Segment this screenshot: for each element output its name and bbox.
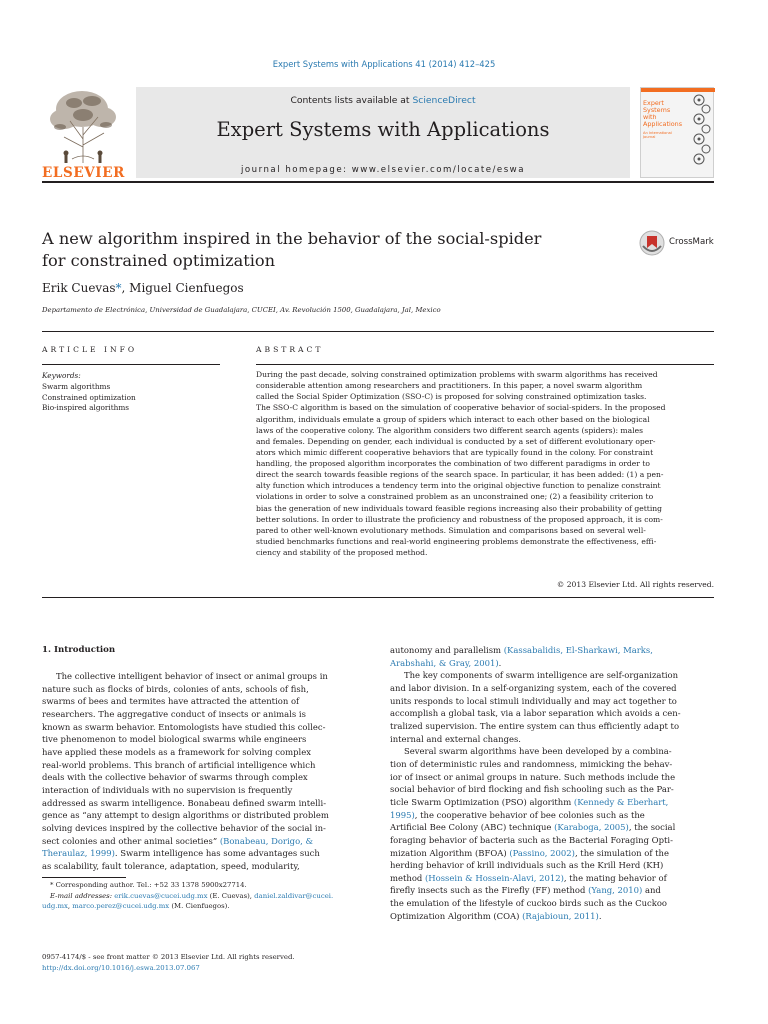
abstract-line: The SSO-C algorithm is based on the simulation of cooperative behavior of social-spiders. In the proposed (256, 403, 666, 413)
abstract-body (256, 369, 714, 558)
cover-subtitle (643, 131, 689, 139)
body-text: sect colonies and other animal societies” (42, 835, 220, 846)
body-line: interaction of individuals with no supervision is frequently (42, 784, 293, 795)
footer-identifiers (42, 952, 402, 973)
article-info-rule (42, 364, 220, 365)
body-line (390, 796, 714, 809)
abstract-line: better solutions. In order to illustrate the proficiency and robustness of the proposed approach, it is com- (256, 514, 663, 524)
body-text: autonomy and parallelism (390, 645, 504, 655)
body-text: , the simulation of the (574, 847, 669, 858)
body-line: as scalability, fault tolerance, adaptation, speed, modularity, (42, 860, 300, 871)
email-label: E-mail addresses: (50, 891, 115, 900)
body-line (390, 657, 714, 670)
body-text: . (498, 657, 502, 668)
body-text: , the social (628, 822, 676, 833)
body-text: ticle Swarm Optimization (PSO) algorithm (390, 796, 574, 807)
citation-link[interactable]: (Bonabeau, Dorigo, & (219, 835, 314, 846)
email-link[interactable]: erik.cuevas@cucei.udg.mx (114, 891, 208, 900)
elsevier-wordmark: ELSEVIER (42, 165, 125, 181)
footnotes (42, 880, 372, 912)
elsevier-logo (42, 87, 124, 179)
email-link[interactable]: daniel.zaldivar@cucei. (254, 891, 334, 900)
body-line (390, 847, 714, 860)
author-separator: , (121, 281, 130, 295)
email-owner: (E. Cuevas), (207, 891, 255, 900)
body-line: tralized supervision. The entire system can thus efficiently adapt to (390, 720, 680, 731)
elsevier-tree-icon (42, 87, 124, 165)
cover-gear-icons (691, 92, 713, 174)
journal-title: Expert Systems with Applications (216, 118, 550, 141)
author-affiliation: Departamento de Electrónica, Universidad de Guadalajara, CUCEI, Av. Revolución 1500, Guadalajara, Jal, Mexico (42, 306, 441, 314)
body-line (390, 872, 714, 885)
email-addresses-line (42, 901, 372, 912)
keyword: Constrained optimization (42, 392, 136, 402)
body-line: accomplish a global task, via a labor separation which avoids a cen- (390, 708, 681, 719)
abstract-line: algorithm, individuals emulate a group of spiders which interact to each other based on the biological (256, 414, 650, 424)
citation-link[interactable]: (Rajabioun, 2011) (522, 910, 599, 921)
body-line: internal and external changes. (390, 733, 521, 744)
body-line: the emulation of the lifestyle of cuckoo birds such as the Cuckoo (390, 898, 668, 909)
body-line: ior of insect or animal groups in nature. Such methods include the (390, 771, 676, 782)
crossmark-badge[interactable] (639, 230, 719, 258)
paper-title (42, 228, 602, 272)
body-line (390, 821, 714, 834)
author-list (42, 281, 244, 295)
cover-title-line: Applications (643, 120, 683, 128)
email-link[interactable]: marco.perez@cucei.udg.mx (72, 902, 170, 911)
body-line: units responds to local stimuli individually and may act together to (390, 695, 677, 706)
body-line: tion of deterministic rules and randomness, mimicking the behav- (390, 758, 673, 769)
body-line (42, 847, 366, 860)
abstract-line: violations in order to solve a constrained problem as an unconstrained one; (2) a feasibility criterion to (256, 492, 654, 502)
body-text: , the cooperative behavior of bee colonies such as the (414, 809, 645, 820)
doi-link[interactable]: http://dx.doi.org/10.1016/j.eswa.2013.07.067 (42, 963, 200, 972)
contents-line (136, 95, 630, 106)
body-line (390, 809, 714, 822)
citation-link[interactable]: Theraulaz, 1999) (42, 848, 115, 859)
issn-line: 0957-4174/$ - see front matter © 2013 Elsevier Ltd. All rights reserved. (42, 953, 295, 961)
body-text: method (390, 872, 425, 883)
abstract-bottom-rule (42, 597, 714, 598)
cover-title-line: Systems (643, 106, 671, 114)
abstract-line: considerable attention among researchers and practitioners. In this paper, a novel swarm algorithm (256, 381, 643, 391)
article-info-heading: ARTICLE INFO (42, 345, 138, 354)
cover-title (643, 100, 689, 128)
author-name: Miguel Cienfuegos (129, 281, 244, 295)
sciencedirect-link[interactable]: ScienceDirect (412, 95, 476, 106)
citation-link[interactable]: Arabshahi, & Gray, 2001) (390, 657, 499, 668)
citation-link[interactable]: (Karaboga, 2005) (554, 822, 629, 833)
body-line (390, 644, 714, 657)
author-name: Erik Cuevas (42, 281, 116, 295)
introduction-heading: 1. Introduction (42, 645, 116, 655)
citation-link[interactable]: (Yang, 2010) (588, 885, 643, 896)
body-text: firefly insects such as the Firefly (FF) method (390, 885, 589, 896)
abstract-heading: ABSTRACT (256, 345, 324, 354)
body-line (390, 884, 714, 897)
abstract-line: alty function which introduces a tendency term into the original objective function to penalize constraint (256, 481, 661, 491)
contents-prefix: Contents lists available at (290, 95, 413, 106)
body-text: . (598, 910, 602, 921)
body-line: solving devices inspired by the collective behavior of the social in- (42, 822, 326, 833)
body-text: mization Algorithm (BFOA) (390, 847, 510, 858)
abstract-rule (256, 364, 714, 365)
body-line: real-world problems. This branch of artificial intelligence which (42, 759, 316, 770)
keywords-block (42, 371, 222, 414)
body-line: tive phenomenon to model biological swarms while engineers (42, 734, 307, 745)
body-column-right (390, 644, 714, 922)
cover-title-line: Expert (643, 99, 664, 107)
body-text: and (642, 885, 661, 896)
body-line: Several swarm algorithms have been developed by a combina- (404, 746, 672, 757)
body-line (390, 910, 714, 923)
body-line: and labor division. In a self-organizing system, each of the covered (390, 682, 677, 693)
crossmark-label: CrossMark (669, 237, 714, 247)
body-line: known as swarm behavior. Entomologists have studied this collec- (42, 721, 326, 732)
section-rule (42, 331, 714, 332)
keyword: Swarm algorithms (42, 381, 111, 391)
email-owner: (M. Cienfuegos). (169, 902, 230, 911)
crossmark-icon (639, 230, 665, 256)
corresponding-author-note: * Corresponding author. Tel.: +52 33 1378 5900x27714. (50, 881, 247, 889)
corresponding-author-mark[interactable]: * (115, 281, 122, 295)
body-line: The key components of swarm intelligence are self-organization (404, 670, 679, 681)
email-separator: , (67, 902, 73, 911)
body-line: deals with the collective behavior of swarms through complex (42, 772, 308, 783)
body-text: Artificial Bee Colony (ABC) technique (390, 822, 555, 833)
cover-subtitle-line: Journal (643, 135, 656, 140)
body-line: nature such as flocks of birds, colonies of ants, schools of fish, (42, 683, 309, 694)
cover-subtitle-line: An International (643, 131, 672, 135)
journal-homepage[interactable]: journal homepage: www.elsevier.com/locate/eswa (241, 165, 525, 175)
body-line: social behavior of bird flocking and fish schooling such as the Par- (390, 784, 674, 795)
body-line: researchers. The aggregative conduct of insects or animals is (42, 708, 306, 719)
abstract-line: ators which mimic different cooperative behaviors that are typically found in the colony. For constraint (256, 447, 654, 457)
journal-cover-thumbnail (640, 87, 714, 178)
abstract-line: bias the generation of new individuals toward feasible regions increasing also their probability of getting (256, 503, 663, 513)
journal-reference[interactable]: Expert Systems with Applications 41 (2014) 412–425 (272, 59, 496, 69)
abstract-line: direct the search towards feasible regions of the search space. In particular, it has been added: (1) a pen- (256, 470, 664, 480)
abstract-copyright: © 2013 Elsevier Ltd. All rights reserved. (556, 580, 714, 589)
body-line: addressed as swarm intelligence. Bonabeau defined swarm intelli- (42, 797, 327, 808)
email-link[interactable]: udg.mx (42, 902, 68, 911)
email-addresses-line (42, 891, 372, 902)
citation-link[interactable]: (Passino, 2002) (509, 847, 575, 858)
body-text: Optimization Algorithm (COA) (390, 910, 523, 921)
citation-link[interactable]: (Hossein & Hossein-Alavi, 2012) (424, 872, 564, 883)
keyword: Bio-inspired algorithms (42, 403, 129, 413)
body-line: foraging behavior of bacteria such as the Bacterial Foraging Opti- (390, 834, 673, 845)
keywords-label: Keywords: (42, 371, 81, 380)
body-line: gence as “any attempt to design algorithms or distributed problem (42, 810, 329, 821)
paper-title-line: A new algorithm inspired in the behavior of the social-spider (42, 229, 542, 248)
body-line: herding behavior of krill individuals such as the Krill Herd (KH) (390, 860, 664, 871)
abstract-line: pared to other well-known evolutionary methods. Simulation and comparisons based on several well- (256, 525, 646, 535)
abstract-line: and females. Depending on gender, each individual is conducted by a set of different evolutionary oper- (256, 436, 656, 446)
body-text: . Swarm intelligence has some advantages such (114, 848, 320, 859)
footnote-rule (42, 877, 126, 878)
citation-link[interactable]: 1995) (390, 809, 415, 820)
body-line (42, 835, 366, 848)
abstract-line: ciency and stability of the proposed method. (256, 548, 428, 557)
citation-link[interactable]: (Kassabalidis, El-Sharkawi, Marks, (503, 645, 653, 655)
abstract-line: called the Social Spider Optimization (SSO-C) is proposed for solving constrained optimization tasks. (256, 392, 647, 402)
header-rule (42, 181, 714, 183)
body-line: The collective intelligent behavior of insect or animal groups in (56, 671, 328, 681)
body-line: swarms of bees and termites have attracted the attention of (42, 696, 300, 707)
body-text: , the mating behavior of (563, 872, 667, 883)
body-column-left (42, 670, 366, 873)
abstract-line: handling, the proposed algorithm incorporates the combination of two different paradigms in order to (256, 459, 650, 468)
abstract-line: studied benchmarks functions and real-world engineering problems demonstrate the effectiveness, effi- (256, 536, 657, 546)
paper-title-line: for constrained optimization (42, 251, 276, 270)
citation-link[interactable]: (Kennedy & Eberhart, (573, 796, 669, 807)
abstract-line: laws of the cooperative colony. The algorithm considers two different search agents (spiders): males (256, 425, 643, 435)
cover-title-line: with (643, 113, 657, 121)
abstract-line: During the past decade, solving constrained optimization problems with swarm algorithms has received (256, 370, 658, 379)
body-line: have applied these models as a framework for solving complex (42, 746, 311, 757)
